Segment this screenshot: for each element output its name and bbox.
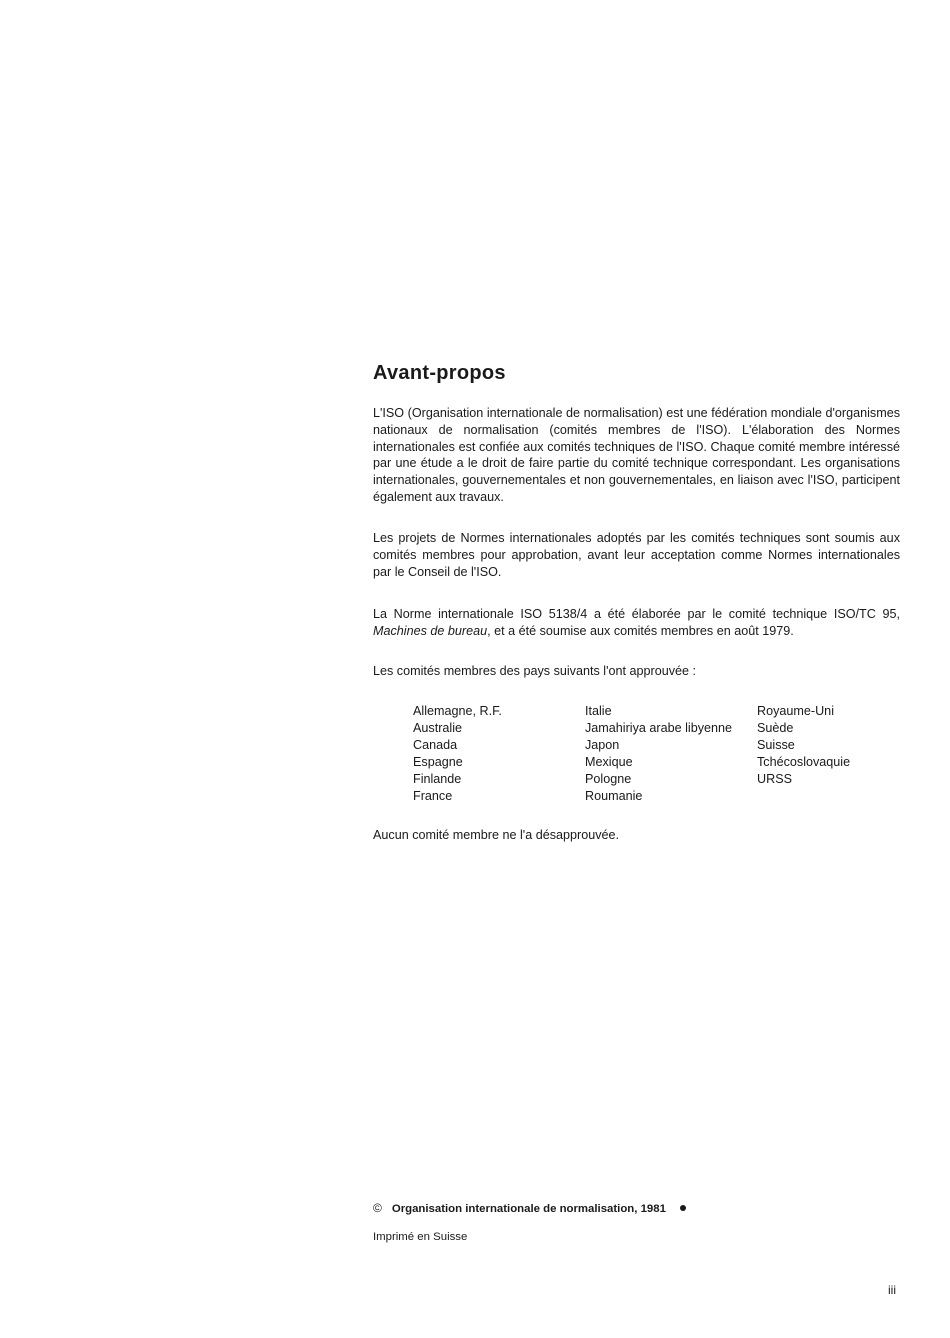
approval-intro-paragraph: Les comités membres des pays suivants l'ont approuvée : <box>373 664 697 678</box>
country-item: Jamahiriya arabe libyenne <box>585 720 733 735</box>
standard-info-text-start: La Norme internationale ISO 5138/4 a été élaborée par le comité technique ISO/TC 95, <box>373 607 900 621</box>
country-item: Japon <box>585 737 620 752</box>
copyright-text: Organisation internationale de normalisation, 1981 <box>391 1203 666 1215</box>
country-item: France <box>413 788 453 803</box>
country-item: Mexique <box>585 754 633 769</box>
disapproval-paragraph: Aucun comité membre ne l'a désapprouvée. <box>373 828 620 842</box>
copyright-line <box>373 1201 686 1215</box>
country-item: Canada <box>413 737 458 752</box>
country-item: Tchécoslovaquie <box>757 754 851 769</box>
country-item: Italie <box>585 704 612 718</box>
country-item: Suisse <box>757 737 795 752</box>
country-item: Allemagne, R.F. <box>413 704 502 718</box>
country-column-1 <box>413 703 502 804</box>
bullet-icon <box>680 1205 686 1211</box>
standard-info-text-end: , et a été soumise aux comités membres en août 1979. <box>487 623 794 638</box>
country-column-3 <box>757 703 850 788</box>
country-list <box>0 703 950 813</box>
standard-info-paragraph <box>373 606 900 640</box>
country-item: Finlande <box>413 771 462 786</box>
country-column-2 <box>585 703 732 804</box>
country-item: Espagne <box>413 754 463 769</box>
copyright-symbol: © <box>373 1201 382 1215</box>
page-title: Avant-propos <box>373 362 506 384</box>
country-item: Suède <box>757 720 794 735</box>
page-number: iii <box>888 1283 896 1297</box>
committee-name: Machines de bureau <box>373 623 488 638</box>
country-item: URSS <box>757 771 792 786</box>
country-item: Australie <box>413 720 462 735</box>
country-item: Royaume-Uni <box>757 704 834 718</box>
country-item: Pologne <box>585 771 632 786</box>
drafts-paragraph: Les projets de Normes internationales adoptés par les comités techniques sont soumis aux comités membres pour approbation, avant leur acceptation comme Normes internationales par le Conseil de l'ISO. <box>373 531 900 579</box>
printed-in-note: Imprimé en Suisse <box>373 1231 468 1243</box>
intro-paragraph: L'ISO (Organisation internationale de normalisation) est une fédération mondiale d'organismes nationaux de normalisation (comités membres de l'ISO). L'élaboration des Normes internationales est confiée aux comités techniques de l'ISO. Chaque comité membre intéressé par une étude a le droit de faire partie du comité technique correspondant. Les organisations internationales, gouvernementales et non gouvernementales, en liaison avec l'ISO, participent également aux travaux. <box>373 406 900 504</box>
country-item: Roumanie <box>585 788 643 803</box>
